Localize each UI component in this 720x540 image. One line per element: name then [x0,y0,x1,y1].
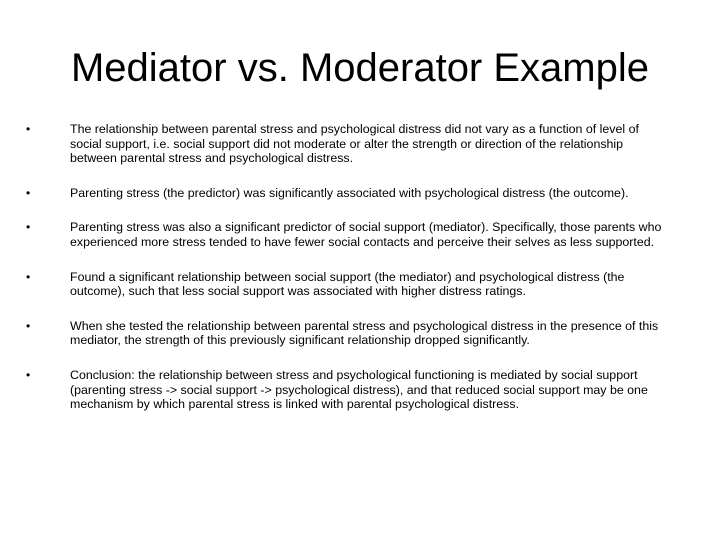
bullet-marker: • [26,220,31,235]
bullet-marker: • [26,122,31,136]
slide-title: Mediator vs. Moderator Example [70,46,649,90]
bullet-text: Conclusion: the relationship between stress and psychological functioning is mediated by social support (parenting stress -> social support -> psychological distress), and that reduced social support may be one mechanism by which parental stress is linked with parental psychological distress. [70,367,648,412]
bullet-text: Found a significant relationship between social support (the mediator) and psychological distress (the outcome), such that less social support was associated with higher distress ratings. [70,269,625,299]
bullet-text: Parenting stress was also a significant predictor of social support (mediator). Specifically, those parents who experienced more stress tended to have fewer social contacts and perceive their selves as less supported. [70,220,662,249]
bullet-marker: • [26,318,31,333]
bullet-item-6 [26,368,672,412]
bullet-marker: • [26,269,31,284]
bullet-marker: • [26,185,31,200]
bullet-item-3 [26,220,672,249]
bullet-item-2 [26,186,672,201]
bullet-list [26,122,672,432]
bullet-item-1 [26,122,672,166]
bullet-marker: • [26,367,31,382]
bullet-item-5 [26,319,672,348]
bullet-text: The relationship between parental stress and psychological distress did not vary as a function of level of social support, i.e. social support did not moderate or alter the strength or direction of the relationship between parental stress and psychological distress. [70,122,639,166]
bullet-text: Parenting stress (the predictor) was significantly associated with psychological distress (the outcome). [70,185,629,200]
bullet-item-4 [26,270,672,299]
bullet-text: When she tested the relationship between parental stress and psychological distress in the presence of this mediator, the strength of this previously significant relationship dropped significantly. [70,318,659,348]
